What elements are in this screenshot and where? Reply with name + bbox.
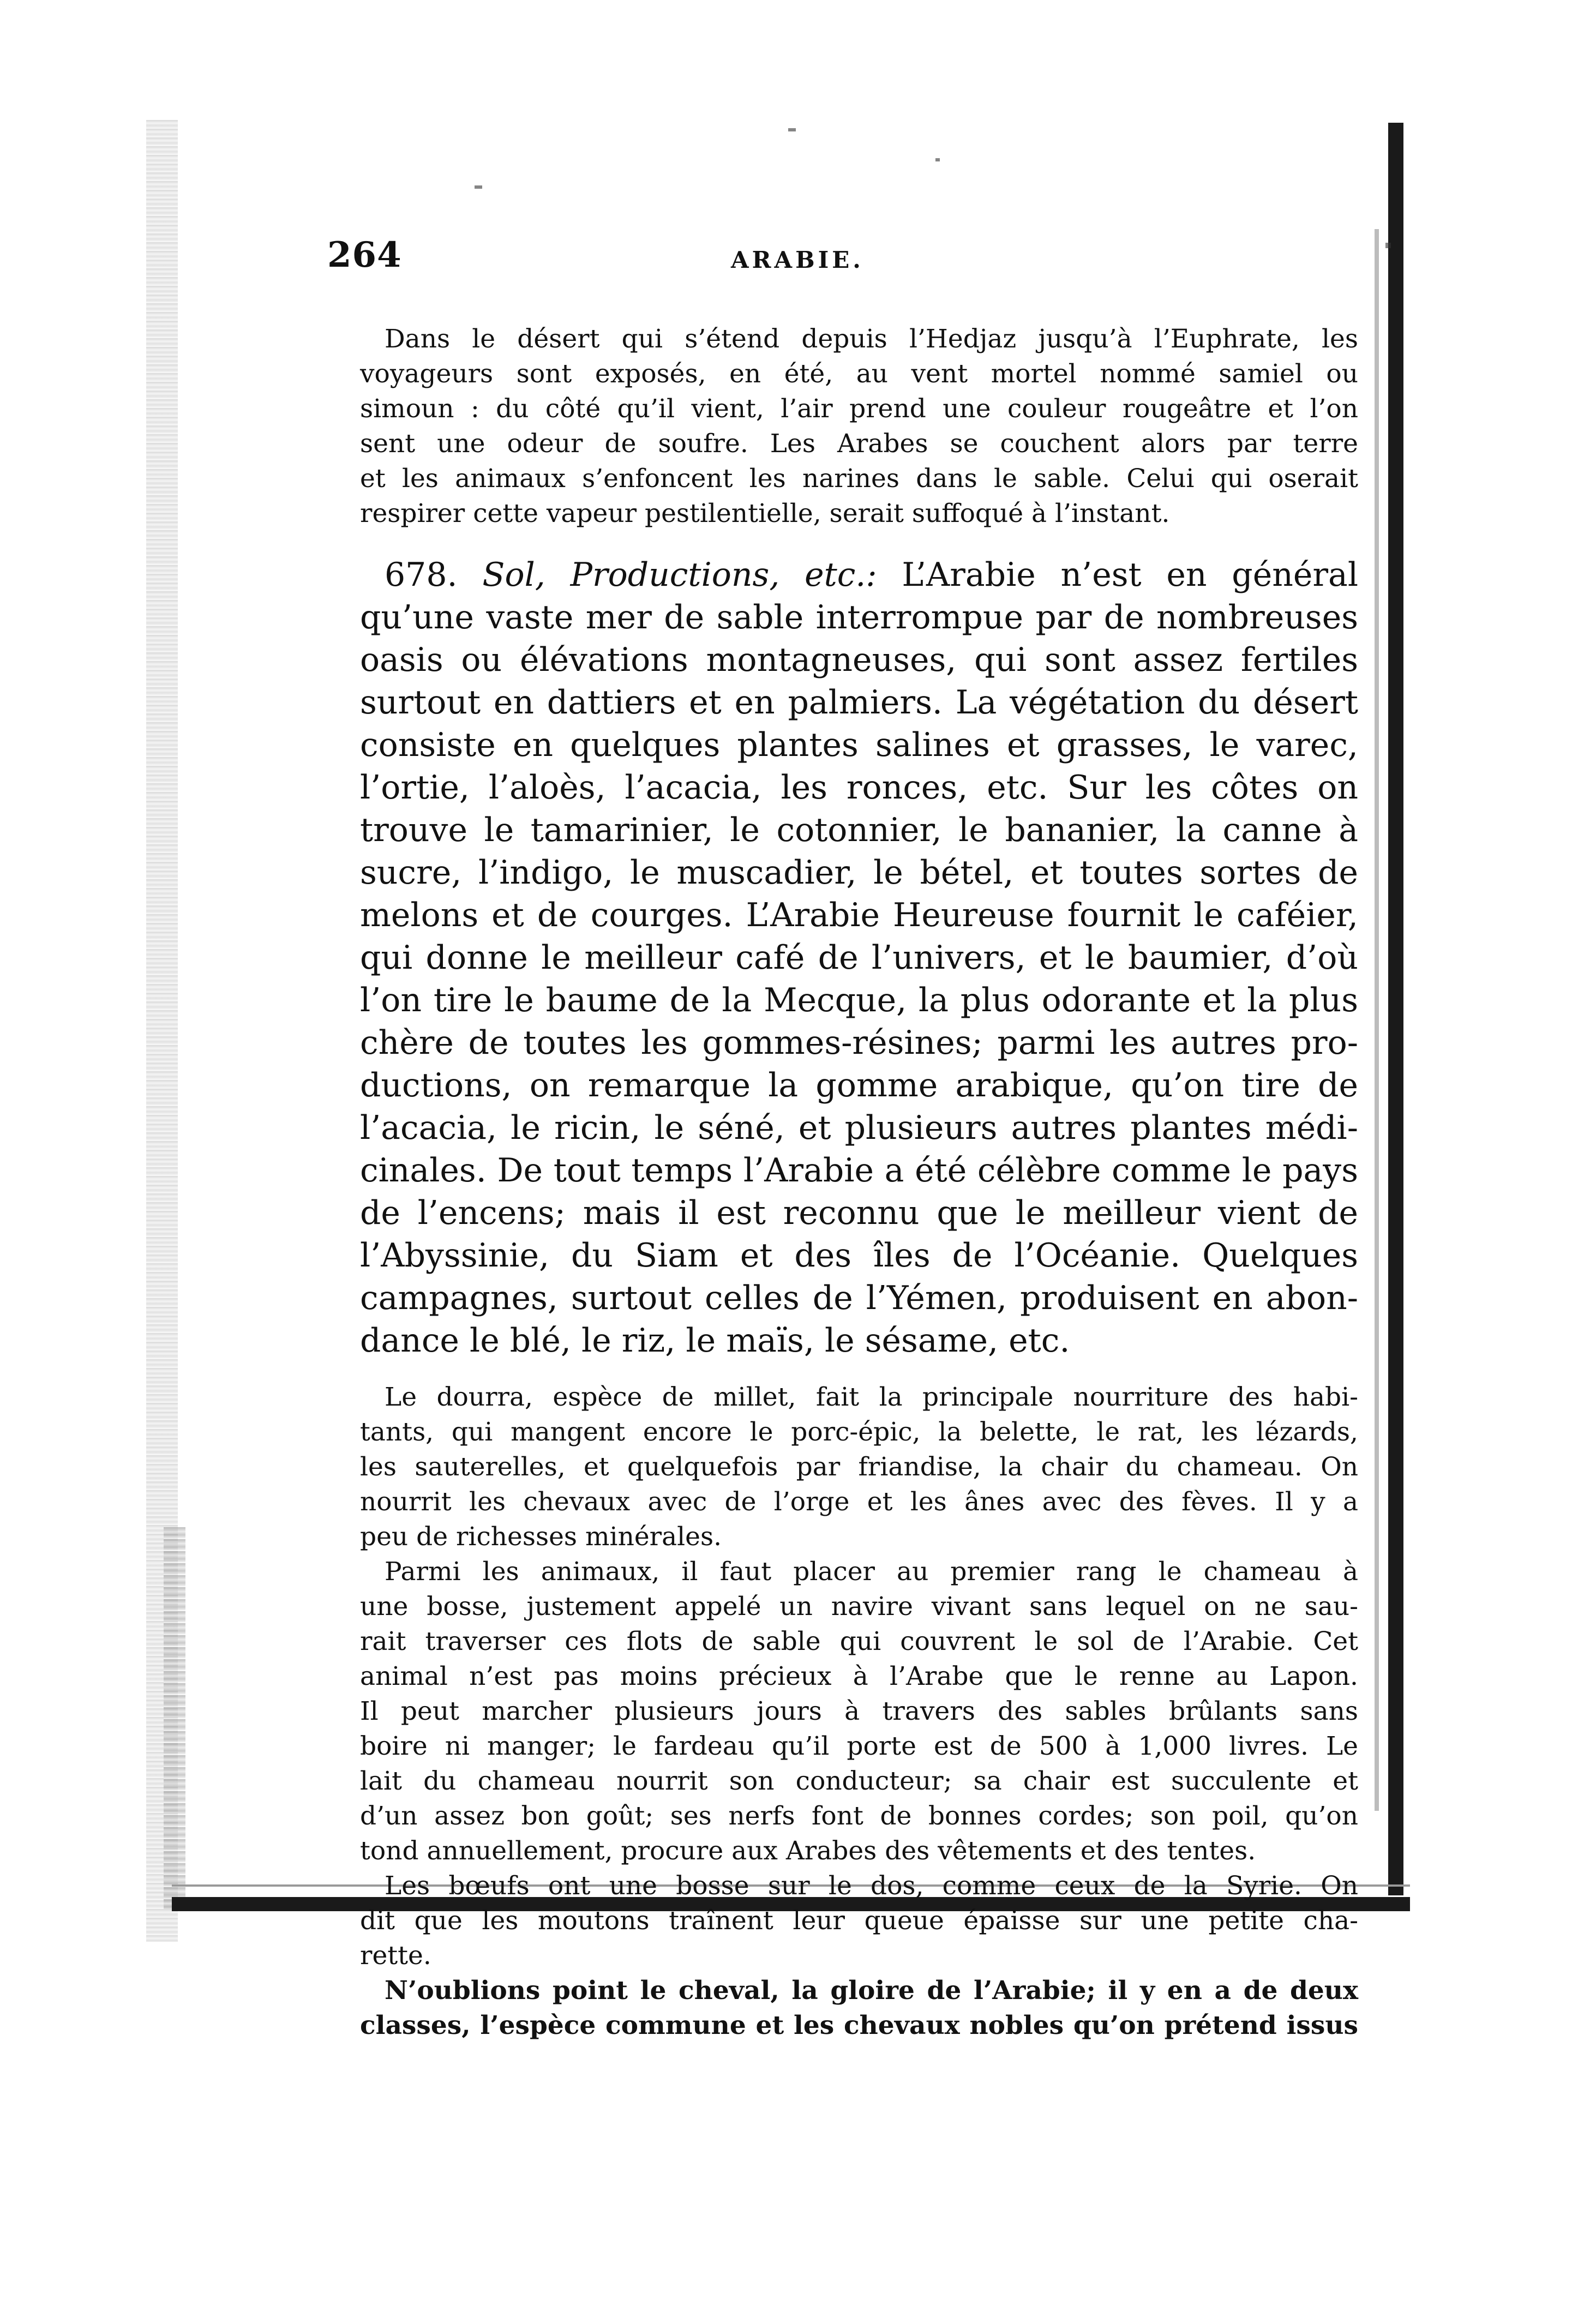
text-line: rait traverser ces flots de sable qui couvrent le sol de l’Arabie. Cet	[360, 1626, 1358, 1656]
text-line: chère de toutes les gommes-résines; parmi les autres pro-	[360, 1024, 1358, 1062]
stray-mark	[1385, 243, 1391, 248]
text-line: ductions, on remarque la gomme arabique, qu’on tire de	[360, 1066, 1358, 1105]
text-line: Il peut marcher plusieurs jours à travers des sables brûlants sans	[360, 1696, 1358, 1726]
text-line: boire ni manger; le fardeau qu’il porte est de 500 à 1,000 livres. Le	[360, 1731, 1358, 1761]
text-line: l’on tire le baume de la Mecque, la plus odorante et la plus	[360, 981, 1358, 1019]
text-line: et les animaux s’enfoncent les narines dans le sable. Celui qui oserait	[360, 464, 1358, 494]
right-edge-shadow	[1375, 229, 1379, 1811]
running-title: ARABIE.	[731, 247, 864, 273]
text-line: l’ortie, l’aloès, l’acacia, les ronces, etc. Sur les côtes on	[360, 769, 1358, 807]
text-line: l’acacia, le ricin, le séné, et plusieurs autres plantes médi-	[360, 1109, 1358, 1147]
section-number: 678.	[385, 556, 458, 594]
binding-gutter-shadow-dark	[164, 1527, 185, 1909]
text-line: les sauterelles, et quelquefois par friandise, la chair du chameau. On	[360, 1452, 1358, 1482]
text-line: melons et de courges. L’Arabie Heureuse fournit le caféier,	[360, 896, 1358, 934]
page-header	[327, 235, 1364, 284]
paragraph-boeufs	[360, 1869, 1358, 1973]
text-line: l’Abyssinie, du Siam et des îles de l’Océanie. Quelques	[360, 1236, 1358, 1275]
text-line: dit que les moutons traînent leur queue épaisse sur une petite cha-	[360, 1906, 1358, 1936]
lower-paragraphs	[360, 1380, 1358, 2043]
text-line: Les bœufs ont une bosse sur le dos, comme ceux de la Syrie. On	[385, 1871, 1358, 1901]
text-line: nourrit les chevaux avec de l’orge et les ânes avec des fèves. Il y a	[360, 1487, 1358, 1517]
text-line: dance le blé, le riz, le maïs, le sésame, etc.	[360, 1322, 1070, 1360]
text-line: L’Arabie n’est en général	[902, 556, 1359, 594]
text-line: campagnes, surtout celles de l’Yémen, produisent en abon-	[360, 1279, 1358, 1317]
section-first-line	[360, 554, 1358, 596]
text-line: qui donne le meilleur café de l’univers, et le baumier, d’où	[360, 939, 1358, 977]
stray-mark	[475, 185, 482, 189]
text-line: oasis ou élévations montagneuses, qui sont assez fertiles	[360, 641, 1358, 679]
page-number: 264	[327, 235, 402, 275]
text-line: tond annuellement, procure aux Arabes des vêtements et des tentes.	[360, 1836, 1256, 1866]
text-line: peu de richesses minérales.	[360, 1522, 722, 1552]
text-line: une bosse, justement appelé un navire vivant sans lequel on ne sau-	[360, 1592, 1358, 1622]
text-line: trouve le tamarinier, le cotonnier, le bananier, la canne à	[360, 811, 1358, 849]
text-line: classes, l’espèce commune et les chevaux nobles qu’on prétend issus	[360, 2010, 1358, 2040]
text-line: cinales. De tout temps l’Arabie a été célèbre comme le pays	[360, 1151, 1358, 1190]
text-line: sent une odeur de soufre. Les Arabes se couchent alors par terre	[360, 429, 1358, 459]
text-line: lait du chameau nourrit son conducteur; sa chair est succulente et	[360, 1766, 1358, 1796]
text-line: Le dourra, espèce de millet, fait la principale nourriture des habi-	[385, 1382, 1358, 1412]
right-edge-rule	[1388, 123, 1403, 1895]
section-heading: Sol, Productions, etc.:	[482, 556, 877, 594]
text-line: tants, qui mangent encore le porc-épic, la belette, le rat, les lézards,	[360, 1417, 1358, 1447]
text-line: respirer cette vapeur pestilentielle, serait suffoqué à l’instant.	[360, 499, 1170, 529]
text-line: d’un assez bon goût; ses nerfs font de bonnes cordes; son poil, qu’on	[360, 1801, 1358, 1831]
paragraph-samiel	[360, 322, 1358, 531]
paragraph-dourra	[360, 1380, 1358, 1554]
text-line: sucre, l’indigo, le muscadier, le bétel, et toutes sortes de	[360, 854, 1358, 892]
text-line: N’oublions point le cheval, la gloire de l’Arabie; il y en a de deux	[385, 1976, 1358, 2006]
text-line: surtout en dattiers et en palmiers. La végétation du désert	[360, 683, 1358, 722]
text-line: animal n’est pas moins précieux à l’Arabe que le renne au Lapon.	[360, 1661, 1358, 1691]
text-line: de l’encens; mais il est reconnu que le meilleur vient de	[360, 1194, 1358, 1232]
text-line: voyageurs sont exposés, en été, au vent mortel nommé samiel ou	[360, 359, 1358, 389]
paragraph-chameau	[360, 1554, 1358, 1869]
stray-mark	[935, 158, 940, 161]
paragraph-cheval	[360, 1973, 1358, 2043]
text-line: simoun : du côté qu’il vient, l’air prend une couleur rougeâtre et l’on	[360, 394, 1358, 424]
text-line: rette.	[360, 1941, 431, 1971]
text-line: Parmi les animaux, il faut placer au premier rang le chameau à	[385, 1557, 1358, 1587]
text-line: Dans le désert qui s’étend depuis l’Hedjaz jusqu’à l’Euphrate, les	[385, 324, 1358, 354]
text-line: consiste en quelques plantes salines et grasses, le varec,	[360, 726, 1358, 764]
stray-mark	[788, 128, 796, 131]
section-678	[360, 554, 1358, 1362]
text-line: qu’une vaste mer de sable interrompue par de nombreuses	[360, 598, 1358, 637]
